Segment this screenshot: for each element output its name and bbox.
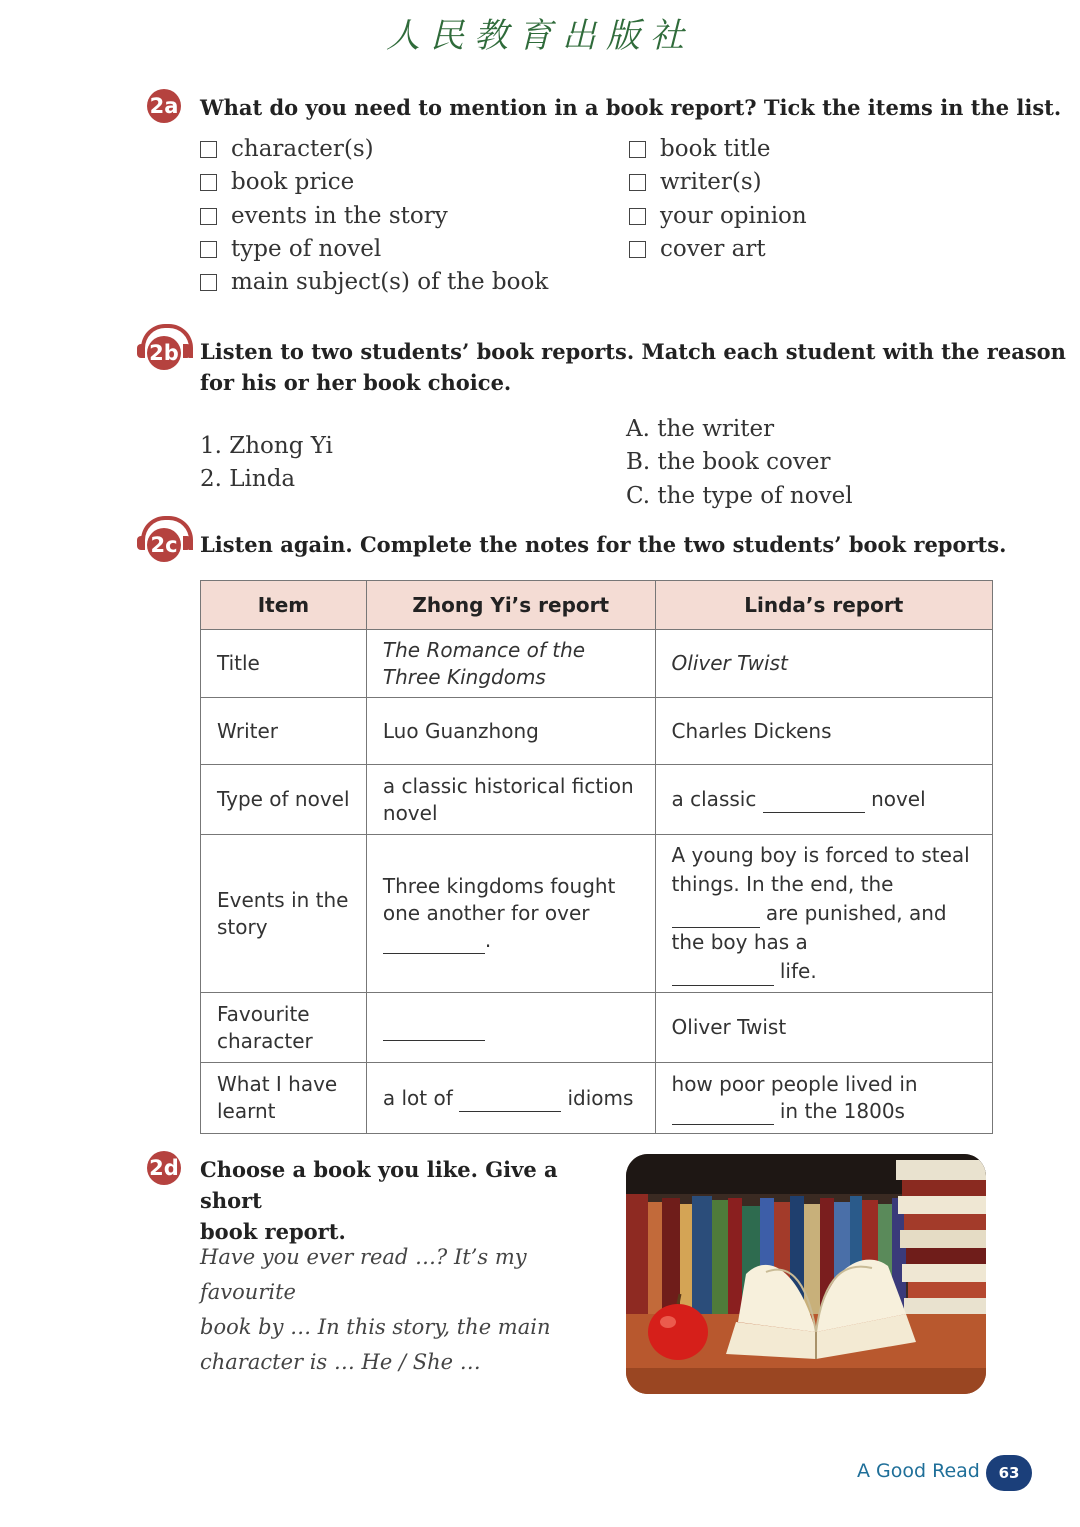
linda-character: Oliver Twist	[655, 993, 992, 1063]
option-your-opinion[interactable]	[629, 203, 807, 229]
zhong-learnt-text-b: idioms	[567, 1085, 634, 1110]
instruction-2d-line1: Choose a book you like. Give a short	[200, 1157, 558, 1213]
row-label: Writer	[201, 698, 367, 765]
linda-events	[655, 835, 992, 993]
option-label: character(s)	[231, 136, 374, 162]
reason-c: C. the type of novel	[626, 483, 853, 509]
instruction-2a: What do you need to mention in a book report? Tick the items in the list.	[200, 95, 1062, 120]
zhong-events-period: .	[484, 928, 492, 952]
answer-blank[interactable]	[459, 1091, 561, 1112]
page-number: 63	[986, 1455, 1032, 1491]
prompt-line-2: book by … In this story, the main	[200, 1315, 551, 1339]
linda-events-text-b: are punished, and the boy has a	[671, 901, 947, 954]
linda-type-text-b: novel	[871, 787, 926, 811]
option-label: events in the story	[231, 203, 448, 229]
student-2: 2. Linda	[200, 466, 296, 492]
header-zhong-yi: Zhong Yi’s report	[366, 581, 655, 630]
section-badge-2a: 2a	[147, 89, 181, 123]
table-row-events	[201, 835, 993, 993]
zhong-character	[366, 993, 655, 1063]
table-header-row	[201, 581, 993, 630]
checkbox[interactable]	[200, 208, 217, 225]
student-1: 1. Zhong Yi	[200, 433, 333, 459]
option-characters[interactable]	[200, 136, 374, 162]
row-label: Type of novel	[201, 765, 367, 835]
checkbox[interactable]	[200, 141, 217, 158]
notes-table	[200, 580, 993, 1134]
option-label: your opinion	[660, 203, 807, 229]
prompt-line-3: character is … He / She …	[200, 1350, 481, 1374]
row-label: Title	[201, 630, 367, 698]
instruction-2c: Listen again. Complete the notes for the two students’ book reports.	[200, 532, 1007, 557]
zhong-writer: Luo Guanzhong	[366, 698, 655, 765]
checkbox[interactable]	[200, 241, 217, 258]
table-row-writer	[201, 698, 993, 765]
section-badge-2c	[147, 528, 181, 562]
linda-type-text-a: a classic	[671, 787, 757, 811]
section-badge-2d: 2d	[147, 1151, 181, 1185]
badge-label: 2c	[150, 533, 178, 557]
report-prompt	[200, 1240, 600, 1380]
publisher-calligraphy: 人民教育出版社	[386, 16, 694, 56]
option-label: main subject(s) of the book	[231, 269, 549, 295]
prompt-line-1: Have you ever read …? It’s my favourite	[200, 1245, 527, 1304]
answer-blank[interactable]	[672, 907, 760, 928]
linda-events-text-c: life.	[779, 959, 817, 983]
checkbox[interactable]	[200, 274, 217, 291]
zhong-type: a classic historical fiction novel	[366, 765, 655, 835]
option-label: type of novel	[231, 236, 382, 262]
table-row-title	[201, 630, 993, 698]
linda-learnt-text-b: in the 1800s	[779, 1099, 905, 1123]
answer-blank[interactable]	[383, 1020, 485, 1041]
linda-learnt-text-a: how poor people lived in	[671, 1072, 918, 1096]
linda-events-text-a: A young boy is forced to steal things. In the end, the	[671, 843, 970, 896]
checkbox[interactable]	[629, 241, 646, 258]
unit-title: A Good Read	[857, 1460, 980, 1482]
table-row-type	[201, 765, 993, 835]
checkbox[interactable]	[629, 208, 646, 225]
linda-writer: Charles Dickens	[655, 698, 992, 765]
zhong-events	[366, 835, 655, 993]
row-label: Favourite character	[201, 993, 367, 1063]
option-label: writer(s)	[660, 169, 762, 195]
row-label: What I have learnt	[201, 1063, 367, 1134]
checkbox[interactable]	[200, 174, 217, 191]
section-badge-2b	[147, 336, 181, 370]
table-row-learnt	[201, 1063, 993, 1134]
option-book-price[interactable]	[200, 169, 354, 195]
zhong-learnt-text-a: a lot of	[382, 1085, 453, 1110]
option-type-of-novel[interactable]	[200, 236, 381, 262]
answer-blank[interactable]	[763, 792, 865, 813]
instruction-2d	[200, 1154, 600, 1247]
instruction-2b-line2: for his or her book choice.	[200, 370, 512, 395]
table-row-character	[201, 993, 993, 1063]
option-events[interactable]	[200, 203, 448, 229]
linda-learnt	[655, 1063, 992, 1134]
header-linda: Linda’s report	[655, 581, 992, 630]
row-label: Events in the story	[201, 835, 367, 993]
linda-title: Oliver Twist	[655, 630, 992, 698]
badge-label: 2b	[149, 341, 179, 365]
instruction-2d-line2: book report.	[200, 1219, 346, 1244]
instruction-2b-line1: Listen to two students’ book reports. Match each student with the reason	[200, 339, 1066, 364]
option-main-subjects[interactable]	[200, 269, 548, 295]
answer-blank[interactable]	[383, 933, 485, 954]
option-label: book price	[231, 169, 355, 195]
option-cover-art[interactable]	[629, 236, 766, 262]
answer-blank[interactable]	[672, 1104, 774, 1125]
books-apple-photo	[626, 1154, 986, 1394]
option-label: book title	[660, 136, 771, 162]
linda-type	[655, 765, 992, 835]
checkbox[interactable]	[629, 174, 646, 191]
zhong-learnt	[366, 1063, 655, 1134]
zhong-title: The Romance of the Three Kingdoms	[366, 630, 655, 698]
instruction-2b	[200, 336, 1066, 398]
reason-b: B. the book cover	[626, 449, 831, 475]
checkbox[interactable]	[629, 141, 646, 158]
zhong-events-text: Three kingdoms fought one another for over	[382, 874, 616, 925]
option-label: cover art	[660, 236, 766, 262]
reason-a: A. the writer	[626, 416, 775, 442]
header-item: Item	[201, 581, 367, 630]
answer-blank[interactable]	[672, 965, 774, 986]
option-book-title[interactable]	[629, 136, 770, 162]
books-illustration	[626, 1154, 986, 1394]
option-writers[interactable]	[629, 169, 762, 195]
